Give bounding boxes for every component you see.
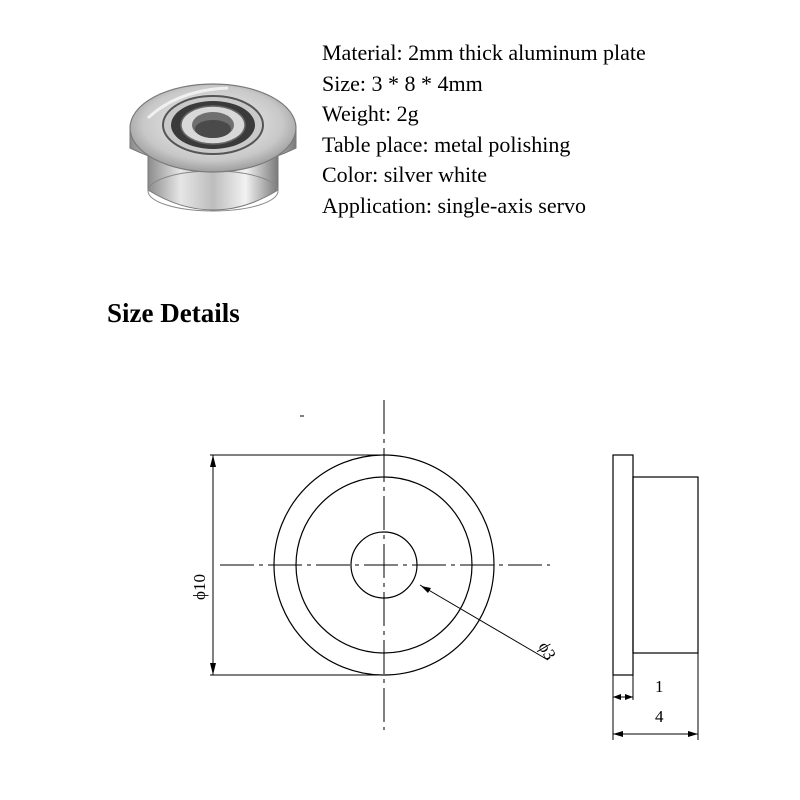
spec-material: Material: 2mm thick aluminum plate [322,40,646,65]
spec-surface: Table place: metal polishing [322,131,571,157]
bore-diameter-label: ϕ3 [534,638,560,664]
section-title: Size Details [107,298,240,328]
flange-thickness-label: 1 [655,677,664,696]
side-body [633,477,698,653]
outer-diameter-label: ϕ10 [190,574,209,600]
spec-application: Application: single-axis servo [322,192,586,218]
side-flange [613,455,633,675]
total-width-label: 4 [655,707,664,726]
spec-size: Size: 3 * 8 * 4mm [322,70,483,96]
spec-color: Color: silver white [322,162,487,187]
spec-weight: Weight: 2g [322,101,419,126]
